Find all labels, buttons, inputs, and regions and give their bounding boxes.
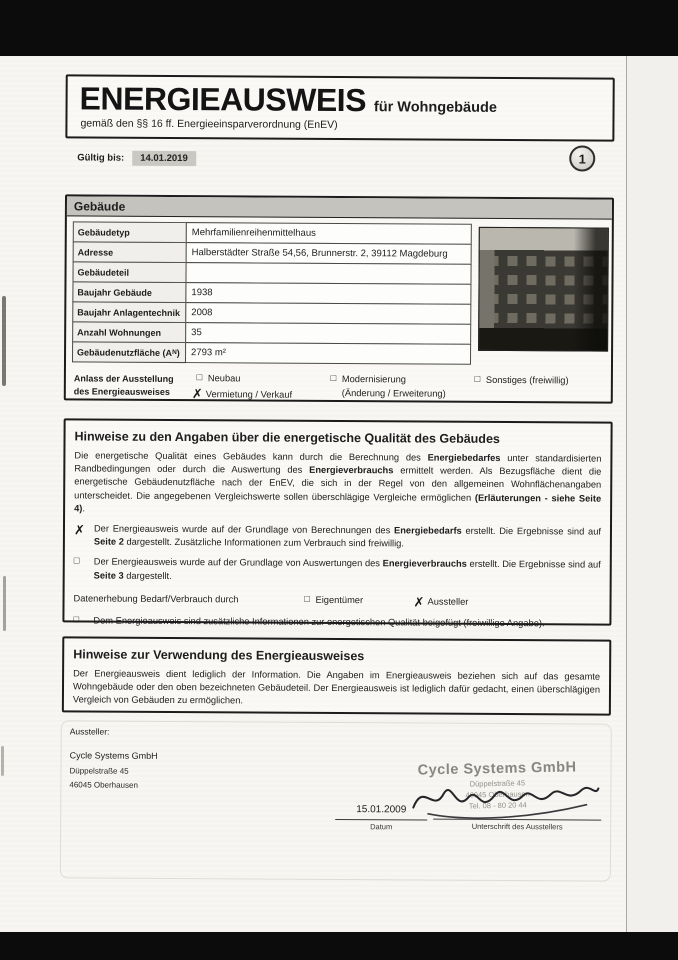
stamp-phone: Tel. 08 - 80 20 44	[468, 800, 527, 811]
table-row	[72, 341, 472, 364]
building-photo	[478, 227, 609, 352]
occasion-label-line1: Anlass der Ausstellung	[73, 373, 174, 384]
checkbox-item-verbrauch	[74, 556, 601, 586]
usage-section-title: Hinweise zur Verwendung des Energieausweises	[73, 647, 365, 664]
occasion-option-sonstiges	[472, 375, 569, 386]
option-label: (Änderung / Erweiterung)	[341, 388, 446, 399]
text-segment: Der Energieausweis wurde auf der Grundlage von Auswertungen des	[93, 556, 383, 569]
option-label: Neubau	[207, 373, 241, 384]
quality-intro-paragraph	[74, 449, 601, 518]
regulation-line: gemäß den §§ 16 ff. Energieeinsparverordnung (EnEV)	[80, 117, 338, 131]
page-number-badge	[569, 145, 595, 171]
issuer-address	[69, 750, 157, 791]
bold-text: Energieverbrauchs	[382, 558, 467, 570]
checked-mark-icon: ✗	[73, 522, 85, 538]
stamp-company-name: Cycle Systems GmbH	[417, 759, 577, 779]
signature-label: Unterschrift des Ausstellers	[471, 821, 563, 832]
field-label: Baujahr Gebäude	[72, 281, 186, 303]
issuer-street: Düppelstraße 45	[69, 766, 129, 776]
field-label: Adresse	[73, 241, 187, 263]
option-label: Modernisierung	[341, 374, 407, 385]
checkbox-item-extra-info	[73, 614, 600, 630]
field-value: Halberstädter Straße 54,56, Brunnerstr. 2, 39112 Magdeburg	[186, 242, 472, 265]
checkbox-icon: □	[474, 374, 481, 386]
building-section-title: Gebäude	[73, 198, 126, 214]
date-label: Datum	[370, 822, 393, 832]
checkbox-icon: □	[330, 373, 337, 385]
field-label-subscript: N	[172, 348, 177, 357]
validity-row	[77, 150, 196, 166]
field-label-suffix: )	[176, 347, 180, 358]
occasion-option-vermietung	[192, 387, 292, 401]
occasion-option-modernisierung	[328, 374, 406, 384]
document-title: ENERGIEAUSWEIS	[79, 80, 367, 119]
usage-section	[62, 636, 611, 715]
field-label	[72, 341, 186, 363]
field-value: 35	[185, 322, 471, 345]
document-page	[0, 56, 678, 932]
valid-until-label: Gültig bis:	[77, 152, 125, 164]
title-box	[65, 74, 614, 141]
option-label: Sonstiges (freiwillig)	[485, 374, 569, 386]
checkbox-item-text: Dem Energieausweis sind zusätzliche Informationen zur energetischen Qualität beigefügt (freiwillige Angabe).	[93, 615, 545, 628]
checkbox-icon: □	[73, 614, 80, 626]
bold-text: (Erläuterungen - siehe Seite 4)	[74, 492, 602, 514]
occasion-label	[74, 372, 174, 398]
bold-text: Energiebedarfes	[427, 452, 501, 463]
field-value: 1938	[185, 282, 471, 305]
scanner-bottom-bar	[0, 932, 678, 960]
checkbox-icon: □	[73, 555, 80, 567]
quality-section-title: Hinweise zu den Angaben über die energetische Qualität des Gebäudes	[74, 429, 500, 446]
text-segment: ermittelt werden. Als Bezugsfläche dient die energetische Gebäudenutzfläche nach der EnEV, die sich in der Regel von den allgemeinen Wohnflächenangaben unterscheidet. Die angegebenen Vergleichswerte sollen überschlägige Vergleiche ermöglichen	[74, 465, 602, 503]
text-segment: dargestellt.	[123, 570, 172, 581]
title-row	[79, 80, 497, 120]
checkbox-icon: □	[304, 593, 310, 605]
bold-text: Energiebedarfs	[394, 525, 462, 536]
text-segment: dargestellt. Zusätzliche Informationen zum Verbrauch sind freiwillig.	[123, 536, 404, 549]
text-segment: unter standardisierten Randbedingungen oder durch die Auswertung des	[74, 452, 602, 476]
option-label: Eigentümer	[315, 594, 364, 605]
field-value: 2008	[185, 302, 471, 325]
stamp-street: Düppelstraße 45	[469, 778, 526, 789]
field-value: Mehrfamilienreihenmittelhaus	[186, 222, 472, 245]
issuer-label: Aussteller:	[69, 726, 110, 737]
checkbox-item-text	[94, 522, 601, 551]
checkbox-icon: □	[196, 372, 203, 384]
field-value: 2793 m²	[185, 342, 471, 365]
field-label-text: Gebäudenutzfläche (A	[77, 346, 173, 358]
bold-text: Energieverbrauchs	[309, 465, 394, 476]
field-label: Gebäudeteil	[72, 261, 186, 283]
text-segment: .	[82, 503, 86, 514]
checked-mark-icon: ✗	[191, 386, 203, 402]
option-label: Vermietung / Verkauf	[205, 388, 293, 400]
issuer-city: 46045 Oberhausen	[69, 780, 138, 790]
usage-paragraph: Der Energieausweis dient lediglich der Information. Die Angaben im Energieausweis beziehen sich auf das gesamte Wohngebäude oder den oben bezeichneten Gebäudeteil. Der Energieausweis ist lediglich dafür gedacht, einen überschlägigen Vergleich von Gebäuden zu ermöglichen.	[72, 668, 601, 706]
bold-text: Seite 3	[93, 570, 124, 581]
field-label: Baujahr Anlagentechnik	[72, 301, 186, 323]
field-label: Gebäudetyp	[73, 221, 187, 243]
scanner-top-bar	[0, 0, 678, 56]
stamp-city: 46045 Oberhausen	[465, 789, 530, 800]
checkbox-item-bedarf	[74, 522, 601, 552]
valid-until-date: 14.01.2019	[132, 151, 196, 166]
building-section	[64, 194, 614, 403]
document-content	[0, 54, 678, 934]
quality-section	[62, 418, 612, 628]
option-label: Aussteller	[427, 596, 469, 607]
occasion-option-neubau	[194, 373, 241, 383]
text-segment: Die energetische Qualität eines Gebäudes kann durch die Berechnung des	[74, 450, 428, 463]
occasion-row	[72, 372, 609, 403]
signature-scribble	[409, 772, 601, 823]
occasion-label-line2: des Energieausweises	[73, 385, 170, 397]
text-segment: erstellt. Die Ergebnisse sind auf	[461, 525, 602, 537]
page-number: 1	[578, 150, 586, 167]
text-segment: erstellt. Die Ergebnisse sind auf	[466, 559, 601, 570]
text-segment: Der Energieausweis wurde auf der Grundlage von Berechnungen des	[93, 523, 395, 536]
checked-mark-icon: ✗	[413, 594, 425, 610]
building-section-header	[67, 196, 612, 219]
document-subtitle: für Wohngebäude	[373, 99, 497, 116]
field-label: Anzahl Wohnungen	[72, 321, 186, 343]
survey-label: Datenerhebung Bedarf/Verbrauch durch	[73, 593, 239, 605]
occasion-option-modernisierung-line2	[342, 388, 446, 399]
issuer-name: Cycle Systems GmbH	[69, 750, 158, 761]
building-table	[72, 222, 473, 364]
survey-option-eigentuemer	[302, 594, 364, 604]
bold-text: Seite 2	[93, 536, 124, 547]
issue-date: 15.01.2009	[356, 804, 407, 816]
checkbox-item-text	[94, 556, 601, 585]
survey-row	[74, 593, 601, 610]
survey-option-aussteller	[414, 595, 469, 608]
